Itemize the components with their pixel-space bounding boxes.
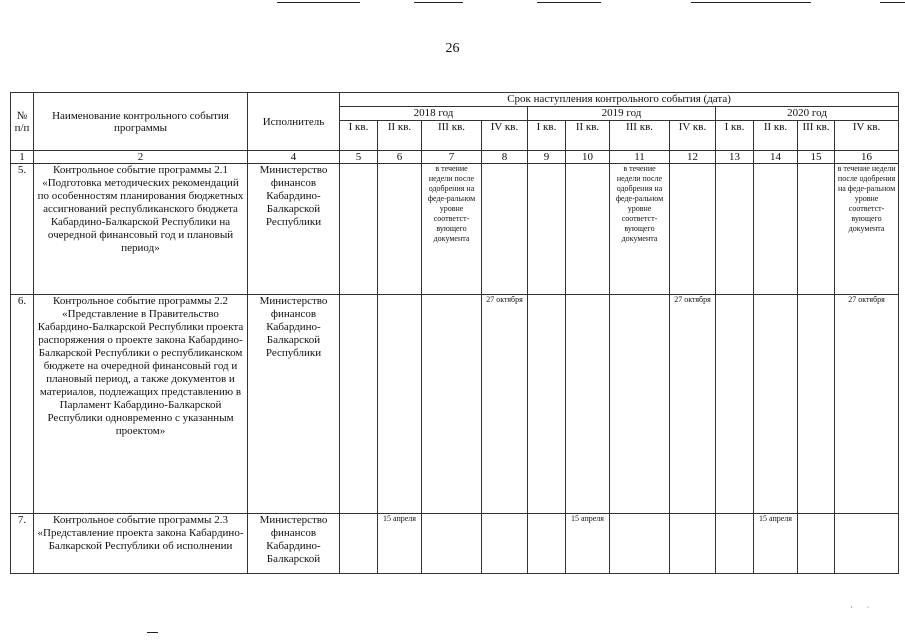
quarter-cell bbox=[482, 164, 528, 295]
quarter-cell bbox=[798, 295, 835, 514]
quarter-cell: в течение недели после одобрения на феде-ральном уровне соответст-вующего документа bbox=[422, 164, 482, 295]
column-number: 4 bbox=[248, 151, 340, 164]
header-deadline: Срок наступления контрольного события (дата) bbox=[340, 93, 899, 107]
header-year-2019: 2019 год bbox=[528, 107, 716, 121]
quarter-cell: 27 октября bbox=[835, 295, 899, 514]
header-quarter: IV кв. bbox=[835, 121, 899, 151]
quarter-cell bbox=[670, 514, 716, 574]
quarter-cell bbox=[422, 514, 482, 574]
quarter-cell: 27 октября bbox=[670, 295, 716, 514]
quarter-cell bbox=[610, 295, 670, 514]
header-quarter: I кв. bbox=[340, 121, 378, 151]
column-number: 16 bbox=[835, 151, 899, 164]
quarter-cell bbox=[340, 514, 378, 574]
page-number: 26 bbox=[445, 41, 460, 56]
quarter-cell bbox=[482, 514, 528, 574]
quarter-cell: 15 апреля bbox=[566, 514, 610, 574]
column-number: 15 bbox=[798, 151, 835, 164]
executor: Министерство финансов Кабардино-Балкарской Республики bbox=[248, 164, 340, 295]
header-quarter: I кв. bbox=[716, 121, 754, 151]
event-name: Контрольное событие программы 2.1 «Подготовка методических рекомендаций по особенностям планирования бюджетных ассигнований республиканского бюджета Кабардино-Балкарской Республики на очередной финансовый год и плановый период» bbox=[34, 164, 248, 295]
top-rule-1 bbox=[277, 2, 360, 3]
quarter-cell bbox=[798, 164, 835, 295]
quarter-cell bbox=[754, 164, 798, 295]
column-number: 5 bbox=[340, 151, 378, 164]
quarter-cell bbox=[716, 164, 754, 295]
header-year-2018: 2018 год bbox=[340, 107, 528, 121]
column-number: 14 bbox=[754, 151, 798, 164]
top-rule-5 bbox=[880, 2, 905, 3]
quarter-cell bbox=[566, 164, 610, 295]
table-row bbox=[11, 295, 899, 514]
column-number: 11 bbox=[610, 151, 670, 164]
table-row bbox=[11, 514, 899, 574]
quarter-cell bbox=[835, 514, 899, 574]
event-name: Контрольное событие программы 2.2 «Представление в Правительство Кабардино-Балкарской Республики проекта распоряжения о проекте закона Кабардино-Балкарской Республики о республиканском бюджете на очередной финансовый год и плановый период, а также документов и материалов, подлежащих представлению в Парламент Кабардино-Балкарской Республики одновременно с указанным проектом» bbox=[34, 295, 248, 514]
quarter-cell bbox=[610, 514, 670, 574]
column-number: 12 bbox=[670, 151, 716, 164]
top-rule-2 bbox=[414, 2, 463, 3]
row-number: 6. bbox=[11, 295, 34, 514]
quarter-cell bbox=[528, 164, 566, 295]
scan-dots: ·· bbox=[850, 603, 884, 612]
column-number: 6 bbox=[378, 151, 422, 164]
quarter-cell bbox=[798, 514, 835, 574]
column-number: 2 bbox=[34, 151, 248, 164]
header-quarter: III кв. bbox=[422, 121, 482, 151]
header-quarter: IV кв. bbox=[482, 121, 528, 151]
row-number: 7. bbox=[11, 514, 34, 574]
header-quarter: III кв. bbox=[798, 121, 835, 151]
quarter-cell bbox=[566, 295, 610, 514]
top-rule-3 bbox=[537, 2, 601, 3]
column-number: 8 bbox=[482, 151, 528, 164]
quarter-cell: в течение недели после одобрения на феде-ральном уровне соответст-вующего документа bbox=[610, 164, 670, 295]
quarter-cell bbox=[340, 164, 378, 295]
quarter-cell bbox=[716, 295, 754, 514]
row-number: 5. bbox=[11, 164, 34, 295]
header-year-2020: 2020 год bbox=[716, 107, 899, 121]
column-number: 9 bbox=[528, 151, 566, 164]
control-events-table bbox=[10, 92, 899, 574]
header-name: Наименование контрольного события программы bbox=[34, 93, 248, 151]
header-executor: Исполнитель bbox=[248, 93, 340, 151]
executor: Министерство финансов Кабардино-Балкарской Республики bbox=[248, 295, 340, 514]
quarter-cell bbox=[378, 295, 422, 514]
quarter-cell bbox=[422, 295, 482, 514]
bottom-mark bbox=[147, 632, 158, 633]
header-quarter: IV кв. bbox=[670, 121, 716, 151]
quarter-cell bbox=[528, 295, 566, 514]
header-num: № п/п bbox=[11, 93, 34, 151]
table-row bbox=[11, 164, 899, 295]
quarter-cell bbox=[754, 295, 798, 514]
executor: Министерство финансов Кабардино-Балкарской bbox=[248, 514, 340, 574]
header-quarter: II кв. bbox=[754, 121, 798, 151]
quarter-cell bbox=[378, 164, 422, 295]
quarter-cell: 15 апреля bbox=[754, 514, 798, 574]
quarter-cell: в течение недели после одобрения на феде-ральном уровне соответст-вующего документа bbox=[835, 164, 899, 295]
quarter-cell: 27 октября bbox=[482, 295, 528, 514]
quarter-cell bbox=[670, 164, 716, 295]
quarter-cell bbox=[528, 514, 566, 574]
column-number: 13 bbox=[716, 151, 754, 164]
column-number: 1 bbox=[11, 151, 34, 164]
column-number-row bbox=[11, 151, 899, 164]
column-number: 7 bbox=[422, 151, 482, 164]
header-quarter: II кв. bbox=[566, 121, 610, 151]
event-name: Контрольное событие программы 2.3 «Представление проекта закона Кабардино-Балкарской Республики об исполнении bbox=[34, 514, 248, 574]
quarter-cell: 15 апреля bbox=[378, 514, 422, 574]
quarter-cell bbox=[340, 295, 378, 514]
header-quarter: I кв. bbox=[528, 121, 566, 151]
quarter-cell bbox=[716, 514, 754, 574]
header-quarter: II кв. bbox=[378, 121, 422, 151]
header-quarter: III кв. bbox=[610, 121, 670, 151]
column-number: 10 bbox=[566, 151, 610, 164]
top-rule-4 bbox=[691, 2, 811, 3]
